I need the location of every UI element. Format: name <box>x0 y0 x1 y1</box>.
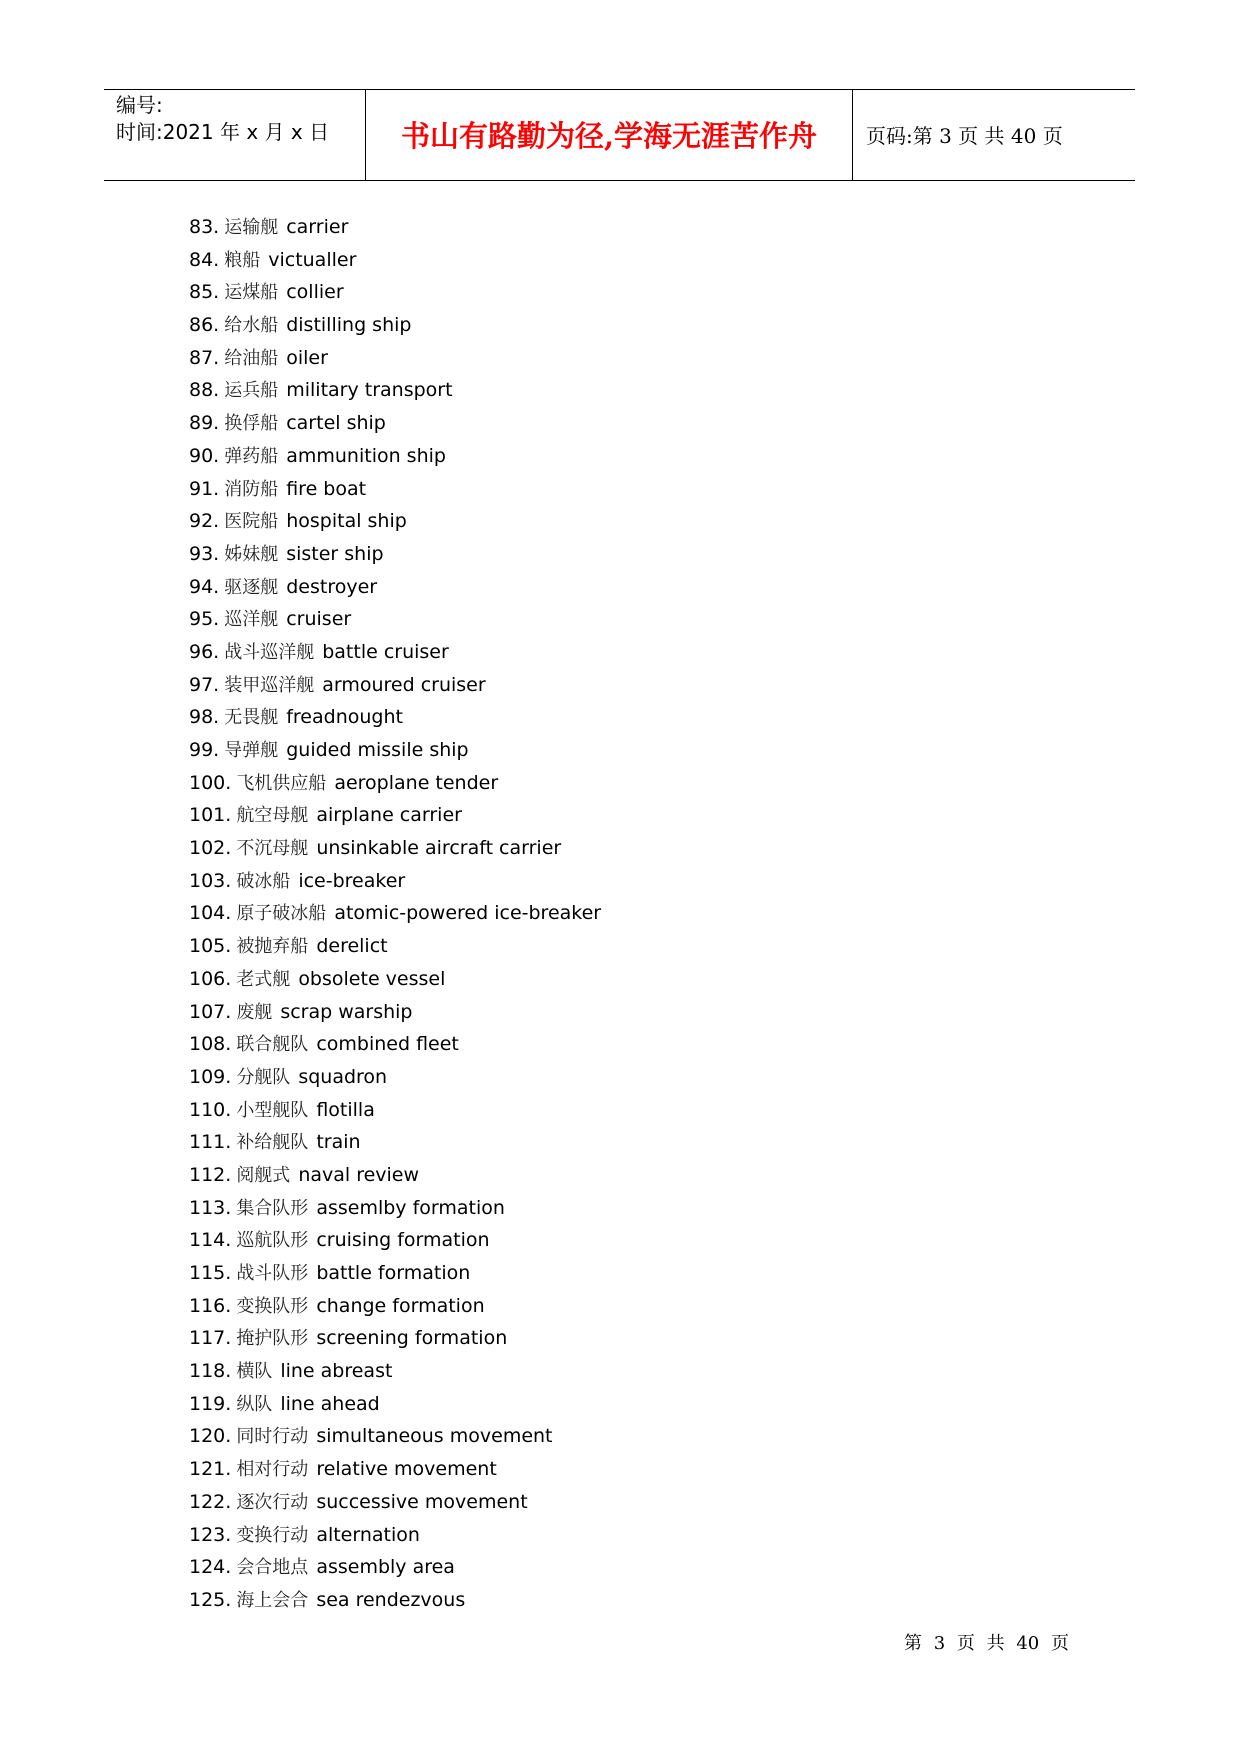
term-chinese: 粮船 <box>224 249 261 271</box>
term-english: battle cruiser <box>322 640 449 663</box>
term-number: 115. <box>189 1262 232 1284</box>
term-number: 108. <box>189 1033 232 1056</box>
term-chinese: 弹药船 <box>224 445 279 467</box>
term-english: distilling ship <box>286 314 412 337</box>
list-item <box>189 1390 601 1423</box>
term-chinese: 变换队形 <box>236 1295 309 1317</box>
list-item <box>189 376 601 409</box>
document-date-label: 时间:2021 年 x 月 x 日 <box>116 120 330 144</box>
term-number: 88. <box>189 379 220 402</box>
term-english: collier <box>286 281 344 304</box>
list-item <box>189 736 601 769</box>
term-english: assemlby formation <box>316 1196 505 1219</box>
document-number-label: 编号: <box>116 93 163 117</box>
term-english: oiler <box>286 346 328 369</box>
term-chinese: 逐次行动 <box>236 1491 309 1513</box>
term-number: 84. <box>189 248 220 271</box>
term-chinese: 医院船 <box>224 511 279 533</box>
term-english: hospital ship <box>286 510 407 533</box>
header-motto-cell <box>366 90 853 180</box>
term-chinese: 被抛弃船 <box>236 936 309 958</box>
term-english: fire boat <box>286 477 367 500</box>
term-chinese: 运兵船 <box>224 380 279 402</box>
list-item <box>189 246 601 279</box>
list-item <box>189 540 601 573</box>
term-chinese: 巡航队形 <box>236 1230 309 1252</box>
term-english: cruising formation <box>316 1229 490 1252</box>
term-chinese: 航空母舰 <box>236 805 309 827</box>
term-chinese: 会合地点 <box>236 1557 309 1579</box>
term-english: combined fleet <box>316 1033 459 1056</box>
term-number: 119. <box>189 1392 232 1415</box>
term-english: ammunition ship <box>286 444 446 467</box>
term-chinese: 补给舰队 <box>236 1132 309 1154</box>
term-number: 121. <box>189 1458 232 1481</box>
term-chinese: 消防船 <box>224 478 279 500</box>
list-item <box>189 1455 601 1488</box>
term-english: scrap warship <box>280 1000 413 1023</box>
list-item <box>189 1586 601 1619</box>
term-english: armoured cruiser <box>322 673 486 696</box>
term-english: destroyer <box>286 575 378 598</box>
list-item <box>189 475 601 508</box>
term-chinese: 相对行动 <box>236 1459 309 1481</box>
list-item <box>189 671 601 704</box>
header-page-number: 页码:第 3 页 共 40 页 <box>866 124 1063 148</box>
list-item <box>189 1128 601 1161</box>
list-item <box>189 278 601 311</box>
list-item <box>189 932 601 965</box>
list-item <box>189 1553 601 1586</box>
term-english: naval review <box>298 1163 420 1186</box>
term-number: 104. <box>189 902 232 925</box>
list-item <box>189 703 601 736</box>
term-number: 94. <box>189 575 220 598</box>
list-item <box>189 834 601 867</box>
page-header <box>104 89 1135 181</box>
term-number: 122. <box>189 1490 232 1513</box>
term-chinese: 联合舰队 <box>236 1034 309 1056</box>
term-chinese: 战斗巡洋舰 <box>224 641 315 663</box>
term-number: 98. <box>189 706 220 729</box>
list-item <box>189 801 601 834</box>
term-number: 105. <box>189 935 232 958</box>
term-chinese: 无畏舰 <box>224 707 279 729</box>
term-english: assembly area <box>316 1556 455 1579</box>
term-chinese: 换俘船 <box>224 413 279 435</box>
list-item <box>189 1488 601 1521</box>
term-english: obsolete vessel <box>298 967 446 990</box>
term-chinese: 掩护队形 <box>236 1328 309 1350</box>
term-number: 92. <box>189 510 220 533</box>
term-chinese: 装甲巡洋舰 <box>224 674 315 696</box>
term-english: line abreast <box>280 1360 393 1383</box>
list-item <box>189 867 601 900</box>
term-chinese: 海上会合 <box>236 1589 309 1611</box>
term-number: 93. <box>189 542 220 565</box>
term-chinese: 纵队 <box>236 1393 273 1415</box>
term-english: atomic-powered ice-breaker <box>334 902 602 925</box>
term-english: cartel ship <box>286 412 386 435</box>
term-chinese: 分舰队 <box>236 1066 291 1088</box>
term-chinese: 给水船 <box>224 315 279 337</box>
term-english: change formation <box>316 1294 485 1317</box>
footer-page-number: 第 3 页 共 40 页 <box>904 1633 1069 1654</box>
term-number: 113. <box>189 1196 232 1219</box>
list-item <box>189 1063 601 1096</box>
term-number: 114. <box>189 1229 232 1252</box>
term-english: screening formation <box>316 1327 508 1350</box>
term-number: 116. <box>189 1294 232 1317</box>
term-english: aeroplane tender <box>334 771 499 794</box>
list-item <box>189 1096 601 1129</box>
list-item <box>189 311 601 344</box>
term-chinese: 运煤船 <box>224 282 279 304</box>
list-item <box>189 1161 601 1194</box>
term-english: guided missile ship <box>286 739 469 761</box>
term-chinese: 原子破冰船 <box>236 903 327 925</box>
term-number: 103. <box>189 869 232 892</box>
term-number: 124. <box>189 1556 232 1579</box>
term-chinese: 变换行动 <box>236 1524 309 1546</box>
term-english: cruiser <box>286 608 352 631</box>
term-number: 91. <box>189 477 220 500</box>
term-number: 90. <box>189 444 220 467</box>
list-item <box>189 1357 601 1390</box>
list-item <box>189 998 601 1031</box>
list-item <box>189 1226 601 1259</box>
term-chinese: 集合队形 <box>236 1197 309 1219</box>
term-number: 95. <box>189 608 220 631</box>
term-chinese: 战斗队形 <box>236 1263 309 1284</box>
term-number: 118. <box>189 1360 232 1383</box>
term-chinese: 巡洋舰 <box>224 609 279 631</box>
term-english: simultaneous movement <box>316 1425 553 1448</box>
term-number: 112. <box>189 1163 232 1186</box>
term-english: line ahead <box>280 1392 380 1415</box>
list-item <box>189 344 601 377</box>
header-meta-cell <box>104 90 366 180</box>
term-english: freadnought <box>286 706 403 729</box>
term-number: 107. <box>189 1000 232 1023</box>
header-motto: 书山有路勤为径,学海无涯苦作舟 <box>400 119 818 153</box>
term-chinese: 破冰船 <box>236 870 291 892</box>
list-item <box>189 899 601 932</box>
term-chinese: 导弹舰 <box>224 740 279 761</box>
list-item <box>189 965 601 998</box>
term-chinese: 不沉母舰 <box>236 838 309 860</box>
term-number: 86. <box>189 314 220 337</box>
list-item <box>189 507 601 540</box>
term-chinese: 给油船 <box>224 347 279 369</box>
term-english: carrier <box>286 216 349 238</box>
term-english: train <box>316 1131 361 1154</box>
term-english: sea rendezvous <box>316 1588 466 1611</box>
term-number: 109. <box>189 1065 232 1088</box>
list-item <box>189 442 601 475</box>
term-number: 120. <box>189 1425 232 1448</box>
term-english: unsinkable aircraft carrier <box>316 837 562 860</box>
term-english: airplane carrier <box>316 804 462 827</box>
term-number: 96. <box>189 640 220 663</box>
list-item <box>189 1324 601 1357</box>
term-number: 123. <box>189 1523 232 1546</box>
term-number: 125. <box>189 1588 232 1611</box>
term-number: 85. <box>189 281 220 304</box>
term-english: military transport <box>286 379 453 402</box>
term-english: alternation <box>316 1523 420 1546</box>
list-item <box>189 1259 601 1292</box>
list-item <box>189 769 601 802</box>
term-number: 106. <box>189 967 232 990</box>
term-number: 99. <box>189 739 220 761</box>
term-chinese: 姊妹舰 <box>224 543 279 565</box>
term-english: sister ship <box>286 542 384 565</box>
term-number: 111. <box>189 1131 232 1154</box>
term-english: ice-breaker <box>298 869 406 892</box>
list-item <box>189 213 601 246</box>
term-chinese: 驱逐舰 <box>224 576 279 598</box>
list-item <box>189 1521 601 1554</box>
term-number: 101. <box>189 804 232 827</box>
term-english: relative movement <box>316 1458 497 1481</box>
header-page-cell <box>853 90 1135 180</box>
term-english: flotilla <box>316 1098 375 1121</box>
term-chinese: 废舰 <box>236 1001 273 1023</box>
list-item <box>189 1292 601 1325</box>
list-item <box>189 1194 601 1227</box>
term-chinese: 老式舰 <box>236 968 291 990</box>
term-chinese: 同时行动 <box>236 1426 309 1448</box>
term-number: 102. <box>189 837 232 860</box>
list-item <box>189 409 601 442</box>
list-item <box>189 605 601 638</box>
term-english: battle formation <box>316 1262 471 1284</box>
term-number: 117. <box>189 1327 232 1350</box>
term-chinese: 横队 <box>236 1361 273 1383</box>
list-item <box>189 573 601 606</box>
term-list <box>189 213 601 1619</box>
term-number: 83. <box>189 216 220 238</box>
term-number: 87. <box>189 346 220 369</box>
term-english: victualler <box>268 248 357 271</box>
term-number: 100. <box>189 771 232 794</box>
term-number: 110. <box>189 1098 232 1121</box>
term-number: 89. <box>189 412 220 435</box>
list-item <box>189 638 601 671</box>
list-item <box>189 1030 601 1063</box>
term-chinese: 飞机供应船 <box>236 772 327 794</box>
term-chinese: 运输舰 <box>224 217 279 238</box>
term-number: 97. <box>189 673 220 696</box>
term-chinese: 阅舰式 <box>236 1164 291 1186</box>
term-english: successive movement <box>316 1490 528 1513</box>
term-english: derelict <box>316 935 388 958</box>
term-english: squadron <box>298 1065 388 1088</box>
term-chinese: 小型舰队 <box>236 1099 309 1121</box>
list-item <box>189 1422 601 1455</box>
